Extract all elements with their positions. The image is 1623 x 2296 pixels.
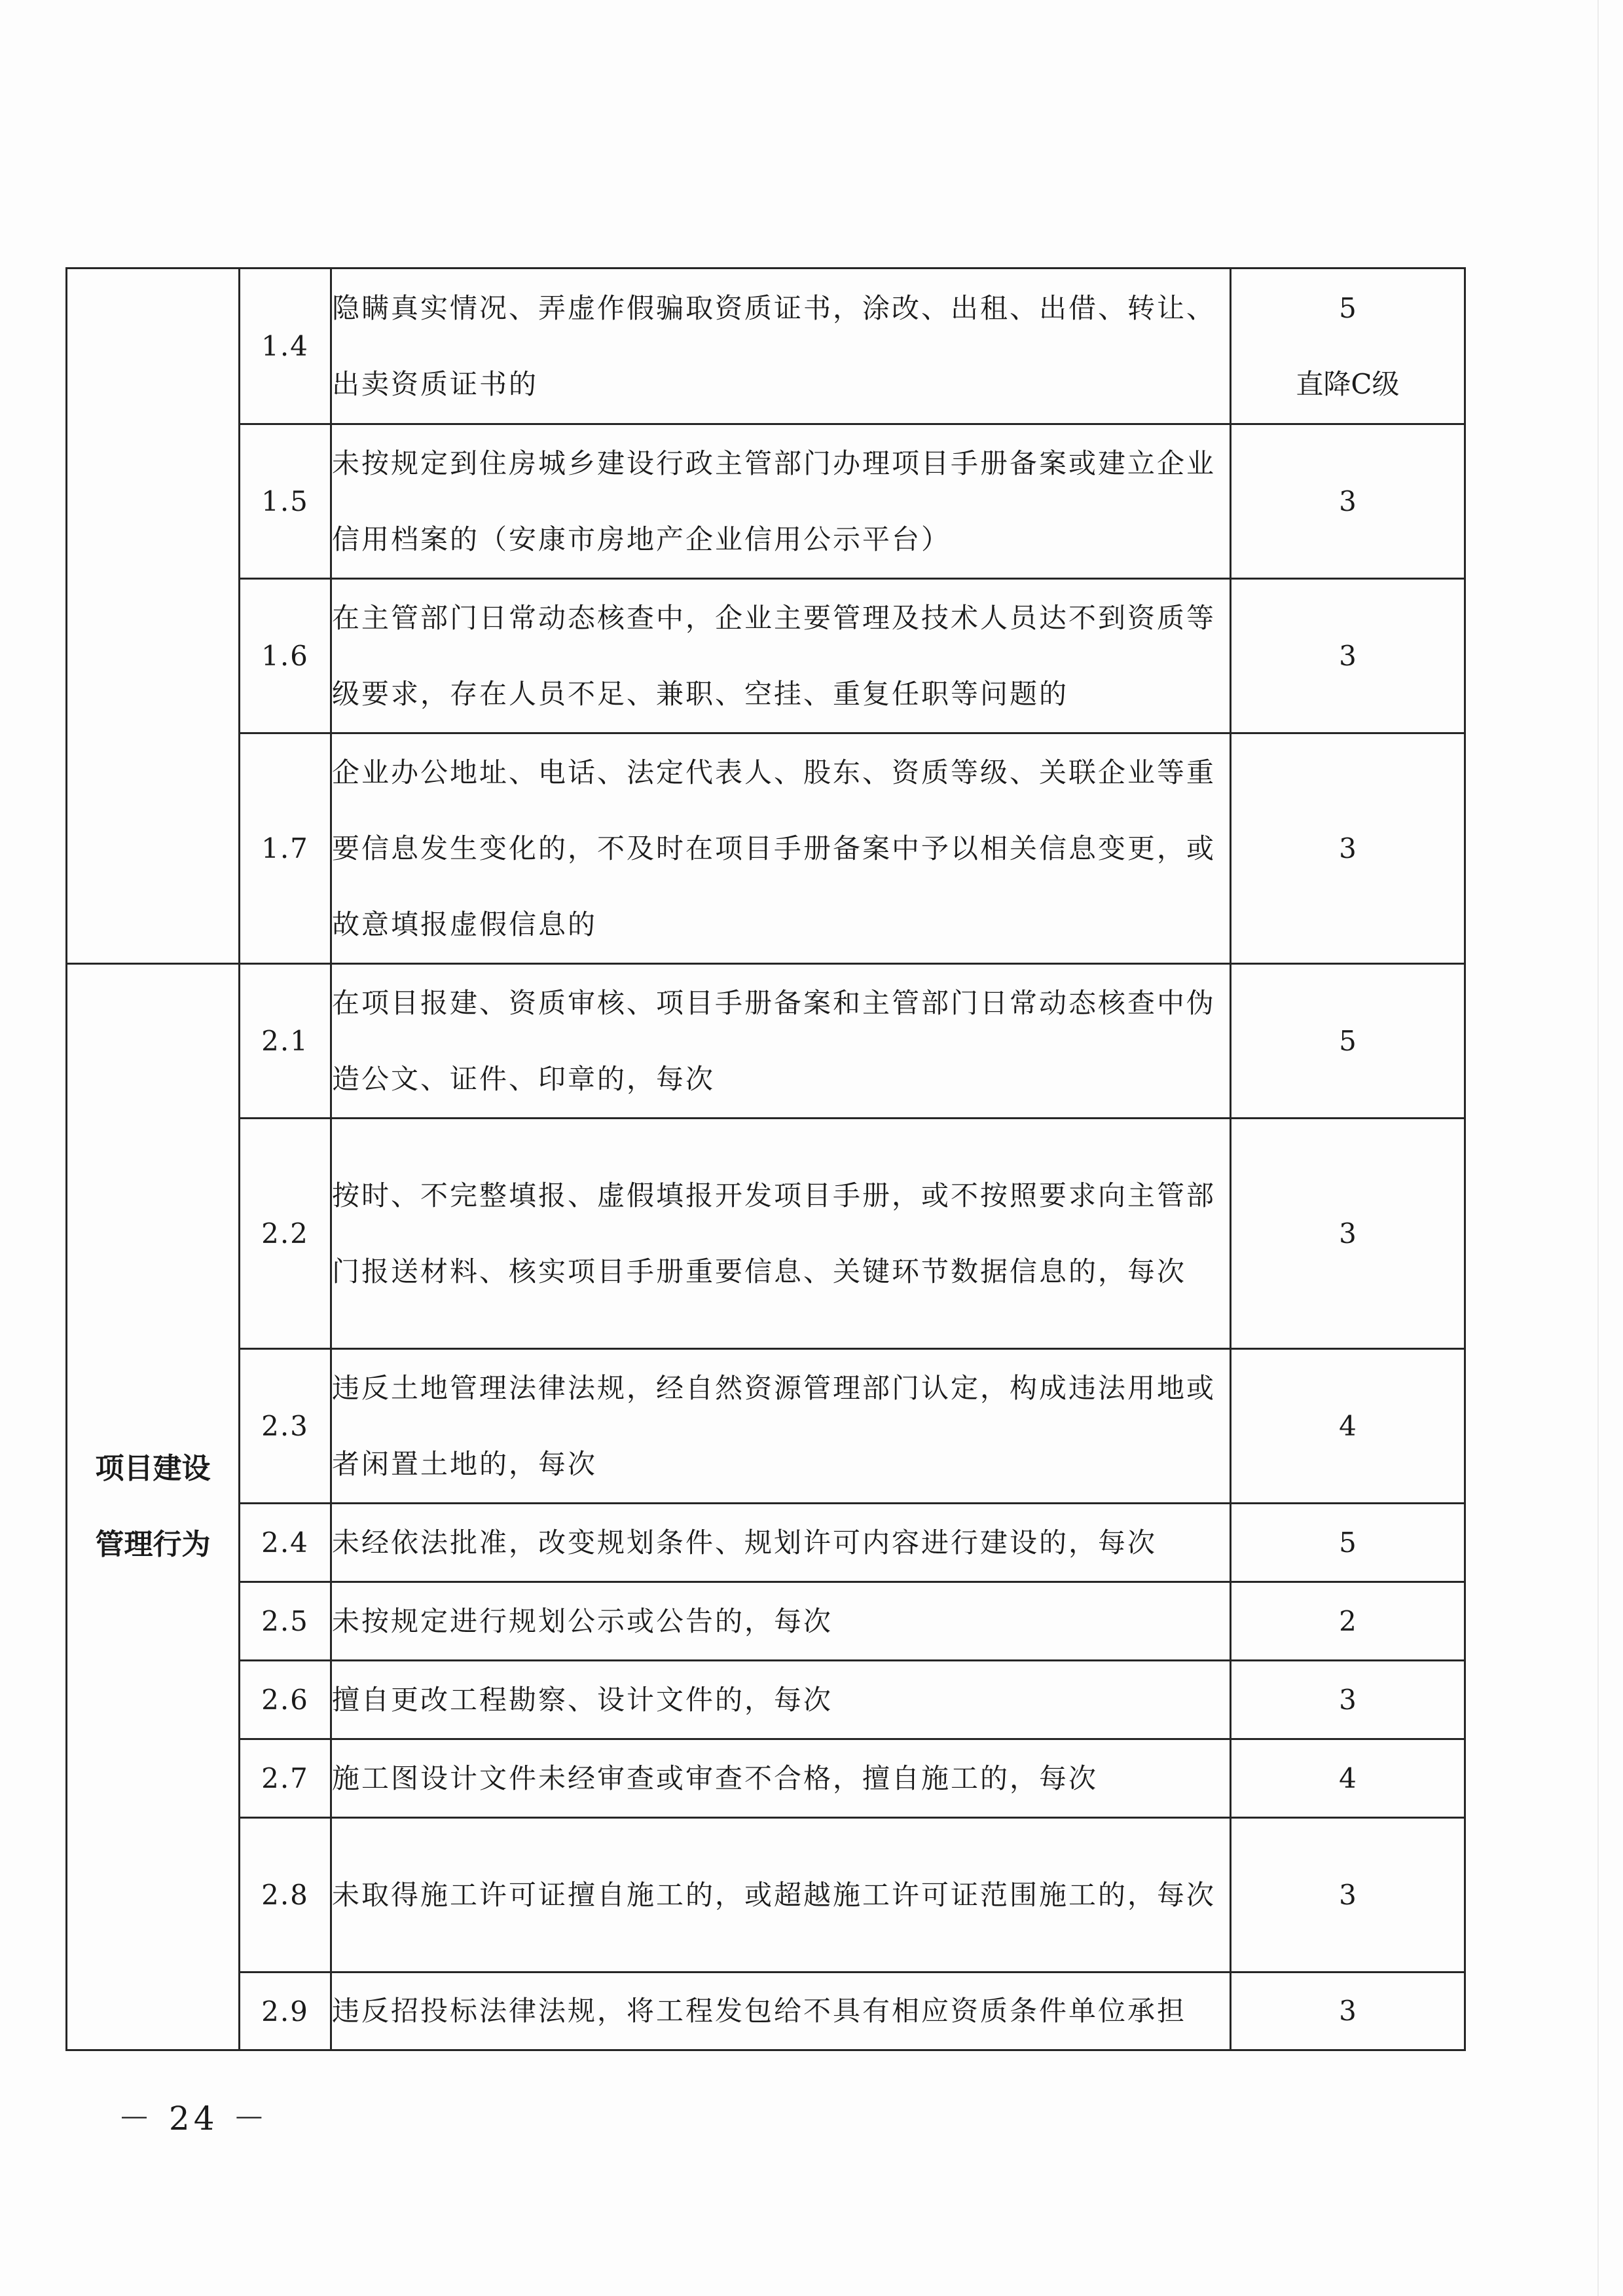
row-score: 5 bbox=[1231, 964, 1465, 1119]
score-note: 直降C级 bbox=[1296, 367, 1400, 400]
row-score: 3 bbox=[1231, 733, 1465, 964]
row-number: 2.9 bbox=[240, 1972, 331, 2050]
row-description: 违反招投标法律法规，将工程发包给不具有相应资质条件单位承担 bbox=[331, 1972, 1231, 2050]
row-description: 施工图设计文件未经审查或审查不合格，擅自施工的，每次 bbox=[331, 1739, 1231, 1818]
row-description: 擅自更改工程勘察、设计文件的，每次 bbox=[331, 1661, 1231, 1739]
table-row bbox=[67, 424, 1465, 579]
row-description: 企业办公地址、电话、法定代表人、股东、资质等级、关联企业等重要信息发生变化的，不及时在项目手册备案中予以相关信息变更，或故意填报虚假信息的 bbox=[331, 733, 1231, 964]
row-number: 2.3 bbox=[240, 1349, 331, 1504]
row-number: 2.1 bbox=[240, 964, 331, 1119]
row-description: 未按规定进行规划公示或公告的，每次 bbox=[331, 1582, 1231, 1661]
scan-edge-line bbox=[1597, 0, 1599, 2296]
table-row bbox=[67, 733, 1465, 964]
row-number: 1.5 bbox=[240, 424, 331, 579]
row-score: 5 bbox=[1231, 1504, 1465, 1582]
row-number: 1.7 bbox=[240, 733, 331, 964]
row-score: 4 bbox=[1231, 1349, 1465, 1504]
row-description: 在主管部门日常动态核查中，企业主要管理及技术人员达不到资质等级要求，存在人员不足、兼职、空挂、重复任职等问题的 bbox=[331, 579, 1231, 733]
table-row bbox=[67, 1582, 1465, 1661]
score-value: 5 bbox=[1339, 291, 1357, 324]
row-description: 未按规定到住房城乡建设行政主管部门办理项目手册备案或建立企业信用档案的（安康市房地产企业信用公示平台） bbox=[331, 424, 1231, 579]
row-score: 3 bbox=[1231, 1972, 1465, 2050]
table-row bbox=[67, 1349, 1465, 1504]
row-score: 4 bbox=[1231, 1739, 1465, 1818]
row-score: 3 bbox=[1231, 1661, 1465, 1739]
row-number: 2.7 bbox=[240, 1739, 331, 1818]
table-row bbox=[67, 579, 1465, 733]
page-number: － 24 － bbox=[118, 2100, 270, 2138]
row-score: 2 bbox=[1231, 1582, 1465, 1661]
row-number: 2.5 bbox=[240, 1582, 331, 1661]
row-number: 1.6 bbox=[240, 579, 331, 733]
row-score: 3 bbox=[1231, 579, 1465, 733]
table-row bbox=[67, 1739, 1465, 1818]
category-cell-2: 项目建设管理行为 bbox=[67, 964, 240, 2050]
table-row bbox=[67, 1504, 1465, 1582]
row-description: 在项目报建、资质审核、项目手册备案和主管部门日常动态核查中伪造公文、证件、印章的，每次 bbox=[331, 964, 1231, 1119]
table-row bbox=[67, 1119, 1465, 1349]
evaluation-table bbox=[65, 267, 1466, 2051]
table-row bbox=[67, 1818, 1465, 1972]
row-description: 按时、不完整填报、虚假填报开发项目手册，或不按照要求向主管部门报送材料、核实项目手册重要信息、关键环节数据信息的，每次 bbox=[331, 1119, 1231, 1349]
table-row bbox=[67, 268, 1465, 424]
row-number: 1.4 bbox=[240, 268, 331, 424]
row-description: 隐瞒真实情况、弄虚作假骗取资质证书，涂改、出租、出借、转让、出卖资质证书的 bbox=[331, 268, 1231, 424]
table-row bbox=[67, 1661, 1465, 1739]
row-number: 2.8 bbox=[240, 1818, 331, 1972]
row-number: 2.4 bbox=[240, 1504, 331, 1582]
table-row bbox=[67, 1972, 1465, 2050]
row-number: 2.6 bbox=[240, 1661, 331, 1739]
row-number: 2.2 bbox=[240, 1119, 331, 1349]
row-description: 违反土地管理法律法规，经自然资源管理部门认定，构成违法用地或者闲置土地的，每次 bbox=[331, 1349, 1231, 1504]
category-cell-1 bbox=[67, 268, 240, 964]
row-score: 3 bbox=[1231, 1119, 1465, 1349]
row-description: 未取得施工许可证擅自施工的，或超越施工许可证范围施工的，每次 bbox=[331, 1818, 1231, 1972]
row-score bbox=[1231, 268, 1465, 424]
table-row bbox=[67, 964, 1465, 1119]
row-description: 未经依法批准，改变规划条件、规划许可内容进行建设的，每次 bbox=[331, 1504, 1231, 1582]
row-score: 3 bbox=[1231, 1818, 1465, 1972]
row-score: 3 bbox=[1231, 424, 1465, 579]
